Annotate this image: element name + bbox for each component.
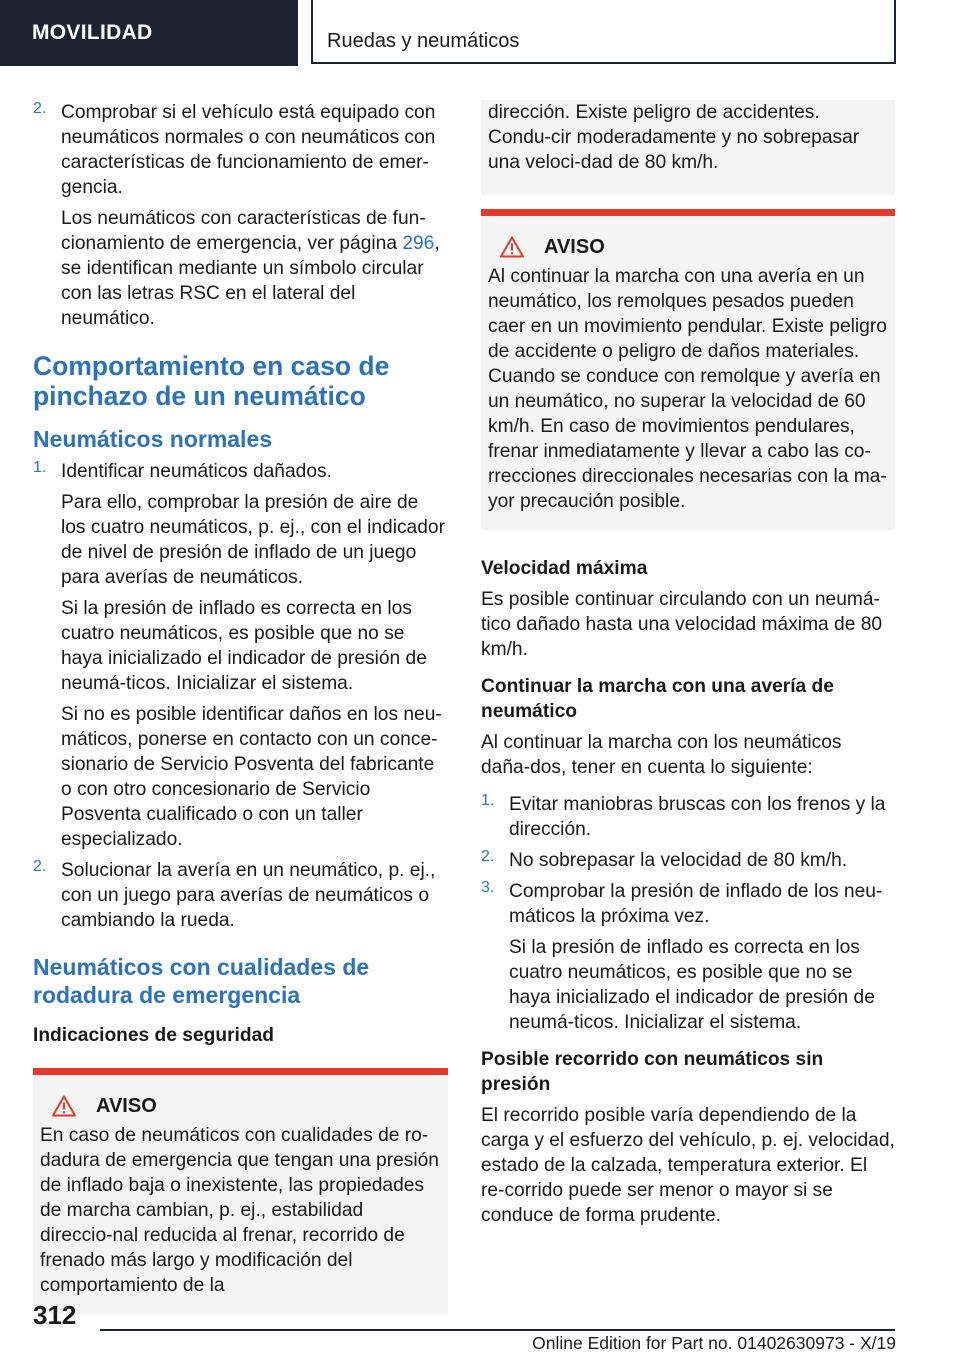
step-note: Si la presión de inflado es correcta en los cuatro neumáticos, es posible que no se haya inicializado el indicador de presión de neumá-ticos. Inicializar el sistema. bbox=[61, 598, 427, 694]
subsection-heading: Neumáticos normales bbox=[33, 426, 273, 452]
step-text: No sobrepasar la velocidad de 80 km/h. bbox=[509, 850, 848, 871]
step-text: Evitar maniobras bruscas con los frenos y la dirección. bbox=[509, 794, 886, 840]
warning-triangle-icon bbox=[500, 236, 524, 258]
warning-box-continued bbox=[481, 100, 895, 195]
minor-heading: Continuar la marcha con una avería de neumático bbox=[481, 676, 834, 722]
step-text: Identificar neumáticos dañados. bbox=[61, 461, 332, 482]
step-text: Comprobar si el vehículo está equipado con neumáticos normales o con neumáticos con características de funcionamiento de emer-gencia. bbox=[61, 102, 436, 198]
section-tab: MOVILIDAD bbox=[0, 0, 298, 66]
warning-text: dirección. Existe peligro de accidentes. Condu-cir moderadamente y no sobrepasar una veloci-dad de 80 km/h. bbox=[488, 102, 860, 173]
chapter-title: Ruedas y neumáticos bbox=[327, 30, 520, 52]
step-number: 1. bbox=[33, 459, 47, 476]
warning-text: Al continuar la marcha con una avería en un neumático, los remolques pesados pueden caer en un movimiento pendular. Existe peligro de accidente o peligro de daños materiales. Cuando se conduce con remolque y avería en un neumático, no superar la velocidad de 60 km/h. En caso de movimientos pendulares, frenar inmediatamente y llevar a cabo las co-rrecciones direccionales necesarias con la ma-yor precaución posible. bbox=[488, 266, 887, 512]
list-item bbox=[481, 848, 895, 873]
step-number: 2. bbox=[33, 858, 47, 875]
step-number: 2. bbox=[481, 848, 495, 865]
warning-label: AVISO bbox=[544, 236, 605, 258]
section-heading: Comportamiento en caso de pinchazo de un neumático bbox=[33, 351, 390, 411]
step-note: Si no es posible identificar daños en los neu-máticos, ponerse en contacto con un conce-sionario de Servicio Posventa del fabricante o con otro concesionario de Servicio Posventa cualificado o con un taller especializado. bbox=[61, 704, 442, 850]
warning-label: AVISO bbox=[96, 1095, 157, 1117]
warning-box bbox=[33, 1068, 448, 1314]
list-item bbox=[33, 100, 448, 200]
right-column bbox=[481, 100, 895, 1228]
step-note: Si la presión de inflado es correcta en los cuatro neumáticos, es posible que no se haya inicializado el indicador de presión de neumá-ticos. Inicializar el sistema. bbox=[509, 937, 875, 1033]
paragraph: El recorrido posible varía dependiendo de la carga y el esfuerzo del vehículo, p. ej. velocidad, estado de la calzada, temperatura exterior. El re-corrido puede ser menor o mayor si se conduce de forma prudente. bbox=[481, 1105, 895, 1226]
subsection-heading: Neumáticos con cualidades de rodadura de emergencia bbox=[33, 954, 370, 1008]
warning-title bbox=[488, 234, 887, 260]
warning-title bbox=[40, 1093, 440, 1119]
minor-heading: Indicaciones de seguridad bbox=[33, 1025, 274, 1046]
step-number: 3. bbox=[481, 879, 495, 896]
step-note: Los neumáticos con características de fun-cionamiento de emergencia, ver página 296, se identifican mediante un símbolo circular con las letras RSC en el lateral del neumático. bbox=[61, 208, 440, 329]
page-link[interactable]: 296 bbox=[402, 233, 435, 254]
list-item bbox=[33, 858, 448, 933]
left-column bbox=[33, 100, 448, 1314]
step-number: 2. bbox=[33, 100, 47, 117]
list-item bbox=[481, 792, 895, 842]
page-header bbox=[0, 0, 960, 66]
warning-box bbox=[481, 209, 895, 530]
step-note: Para ello, comprobar la presión de aire de los cuatro neumáticos, p. ej., con el indicador de nivel de presión de inflado de un juego para averías de neumáticos. bbox=[61, 492, 445, 588]
warning-text: En caso de neumáticos con cualidades de ro-dadura de emergencia que tengan una presión de inflado baja o inexistente, las propiedades de marcha cambian, p. ej., estabilidad direccio-nal reducida al frenar, recorrido de frenado más largo y modificación del comportamiento de la bbox=[40, 1125, 439, 1296]
edition-note: Online Edition for Part no. 01402630973 - X/19 bbox=[532, 1333, 896, 1353]
paragraph: Es posible continuar circulando con un neumá-tico dañado hasta una velocidad máxima de 80 km/h. bbox=[481, 589, 883, 660]
step-text: Solucionar la avería en un neumático, p. ej., con un juego para averías de neumáticos o cambiando la rueda. bbox=[61, 860, 436, 931]
step-text: Comprobar la presión de inflado de los neu-máticos la próxima vez. bbox=[509, 881, 883, 927]
chapter-title-box bbox=[311, 0, 896, 64]
footer-divider bbox=[100, 1329, 895, 1331]
page-number: 312 bbox=[33, 1300, 77, 1330]
minor-heading: Velocidad máxima bbox=[481, 558, 648, 579]
list-item bbox=[481, 879, 895, 929]
paragraph: Al continuar la marcha con los neumáticos daña-dos, tener en cuenta lo siguiente: bbox=[481, 732, 842, 778]
warning-triangle-icon bbox=[52, 1095, 76, 1117]
step-number: 1. bbox=[481, 792, 495, 809]
minor-heading: Posible recorrido con neumáticos sin presión bbox=[481, 1049, 824, 1095]
list-item bbox=[33, 459, 448, 484]
